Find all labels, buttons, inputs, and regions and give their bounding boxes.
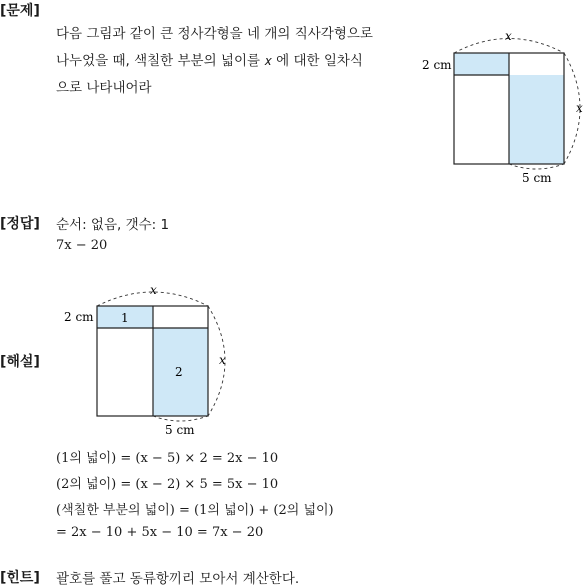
solution-figure	[60, 280, 240, 442]
label-2cm: 2 cm	[64, 310, 94, 324]
problem-line-2: 나누었을 때, 색칠한 부분의 넓이를 𝑥 에 대한 일차식	[56, 53, 363, 69]
problem-label: [문제]	[0, 3, 40, 19]
solution-line-2: (2의 넓이) = (x − 2) × 5 = 5x − 10	[56, 477, 279, 492]
solution-line-3: (색칠한 부분의 넓이) = (1의 넓이) + (2의 넓이)	[56, 503, 334, 518]
label-x-right: x	[576, 101, 583, 115]
shaded-strip-top	[454, 53, 509, 75]
problem-figure	[418, 28, 584, 188]
label-5cm: 5 cm	[522, 171, 552, 185]
answer-expression: 7x − 20	[56, 238, 108, 253]
label-x-top: x	[505, 29, 512, 43]
dimension-arc-bottom	[509, 164, 564, 169]
answer-meta: 순서: 없음, 갯수: 1	[56, 217, 170, 233]
label-2cm: 2 cm	[422, 58, 452, 72]
label-x-right: x	[219, 353, 226, 367]
region-1-label: 1	[121, 311, 129, 325]
solution-line-4: = 2x − 10 + 5x − 10 = 7x − 20	[56, 525, 264, 540]
answer-label: [정답]	[0, 216, 40, 232]
dimension-arc-bottom	[153, 416, 208, 421]
solution-line-1: (1의 넓이) = (x − 5) × 2 = 2x − 10	[56, 451, 279, 466]
region-2-label: 2	[175, 365, 183, 379]
shaded-region-right	[509, 75, 564, 164]
solution-label: [해설]	[0, 354, 40, 370]
hint-label: [힌트]	[0, 570, 40, 586]
hint-text: 괄호를 풀고 동류항끼리 모아서 계산한다.	[56, 571, 300, 587]
problem-line-3: 으로 나타내어라	[56, 80, 152, 96]
label-5cm: 5 cm	[165, 423, 195, 437]
problem-line-1: 다음 그림과 같이 큰 정사각형을 네 개의 직사각형으로	[56, 26, 373, 42]
label-x-top: x	[150, 283, 157, 297]
